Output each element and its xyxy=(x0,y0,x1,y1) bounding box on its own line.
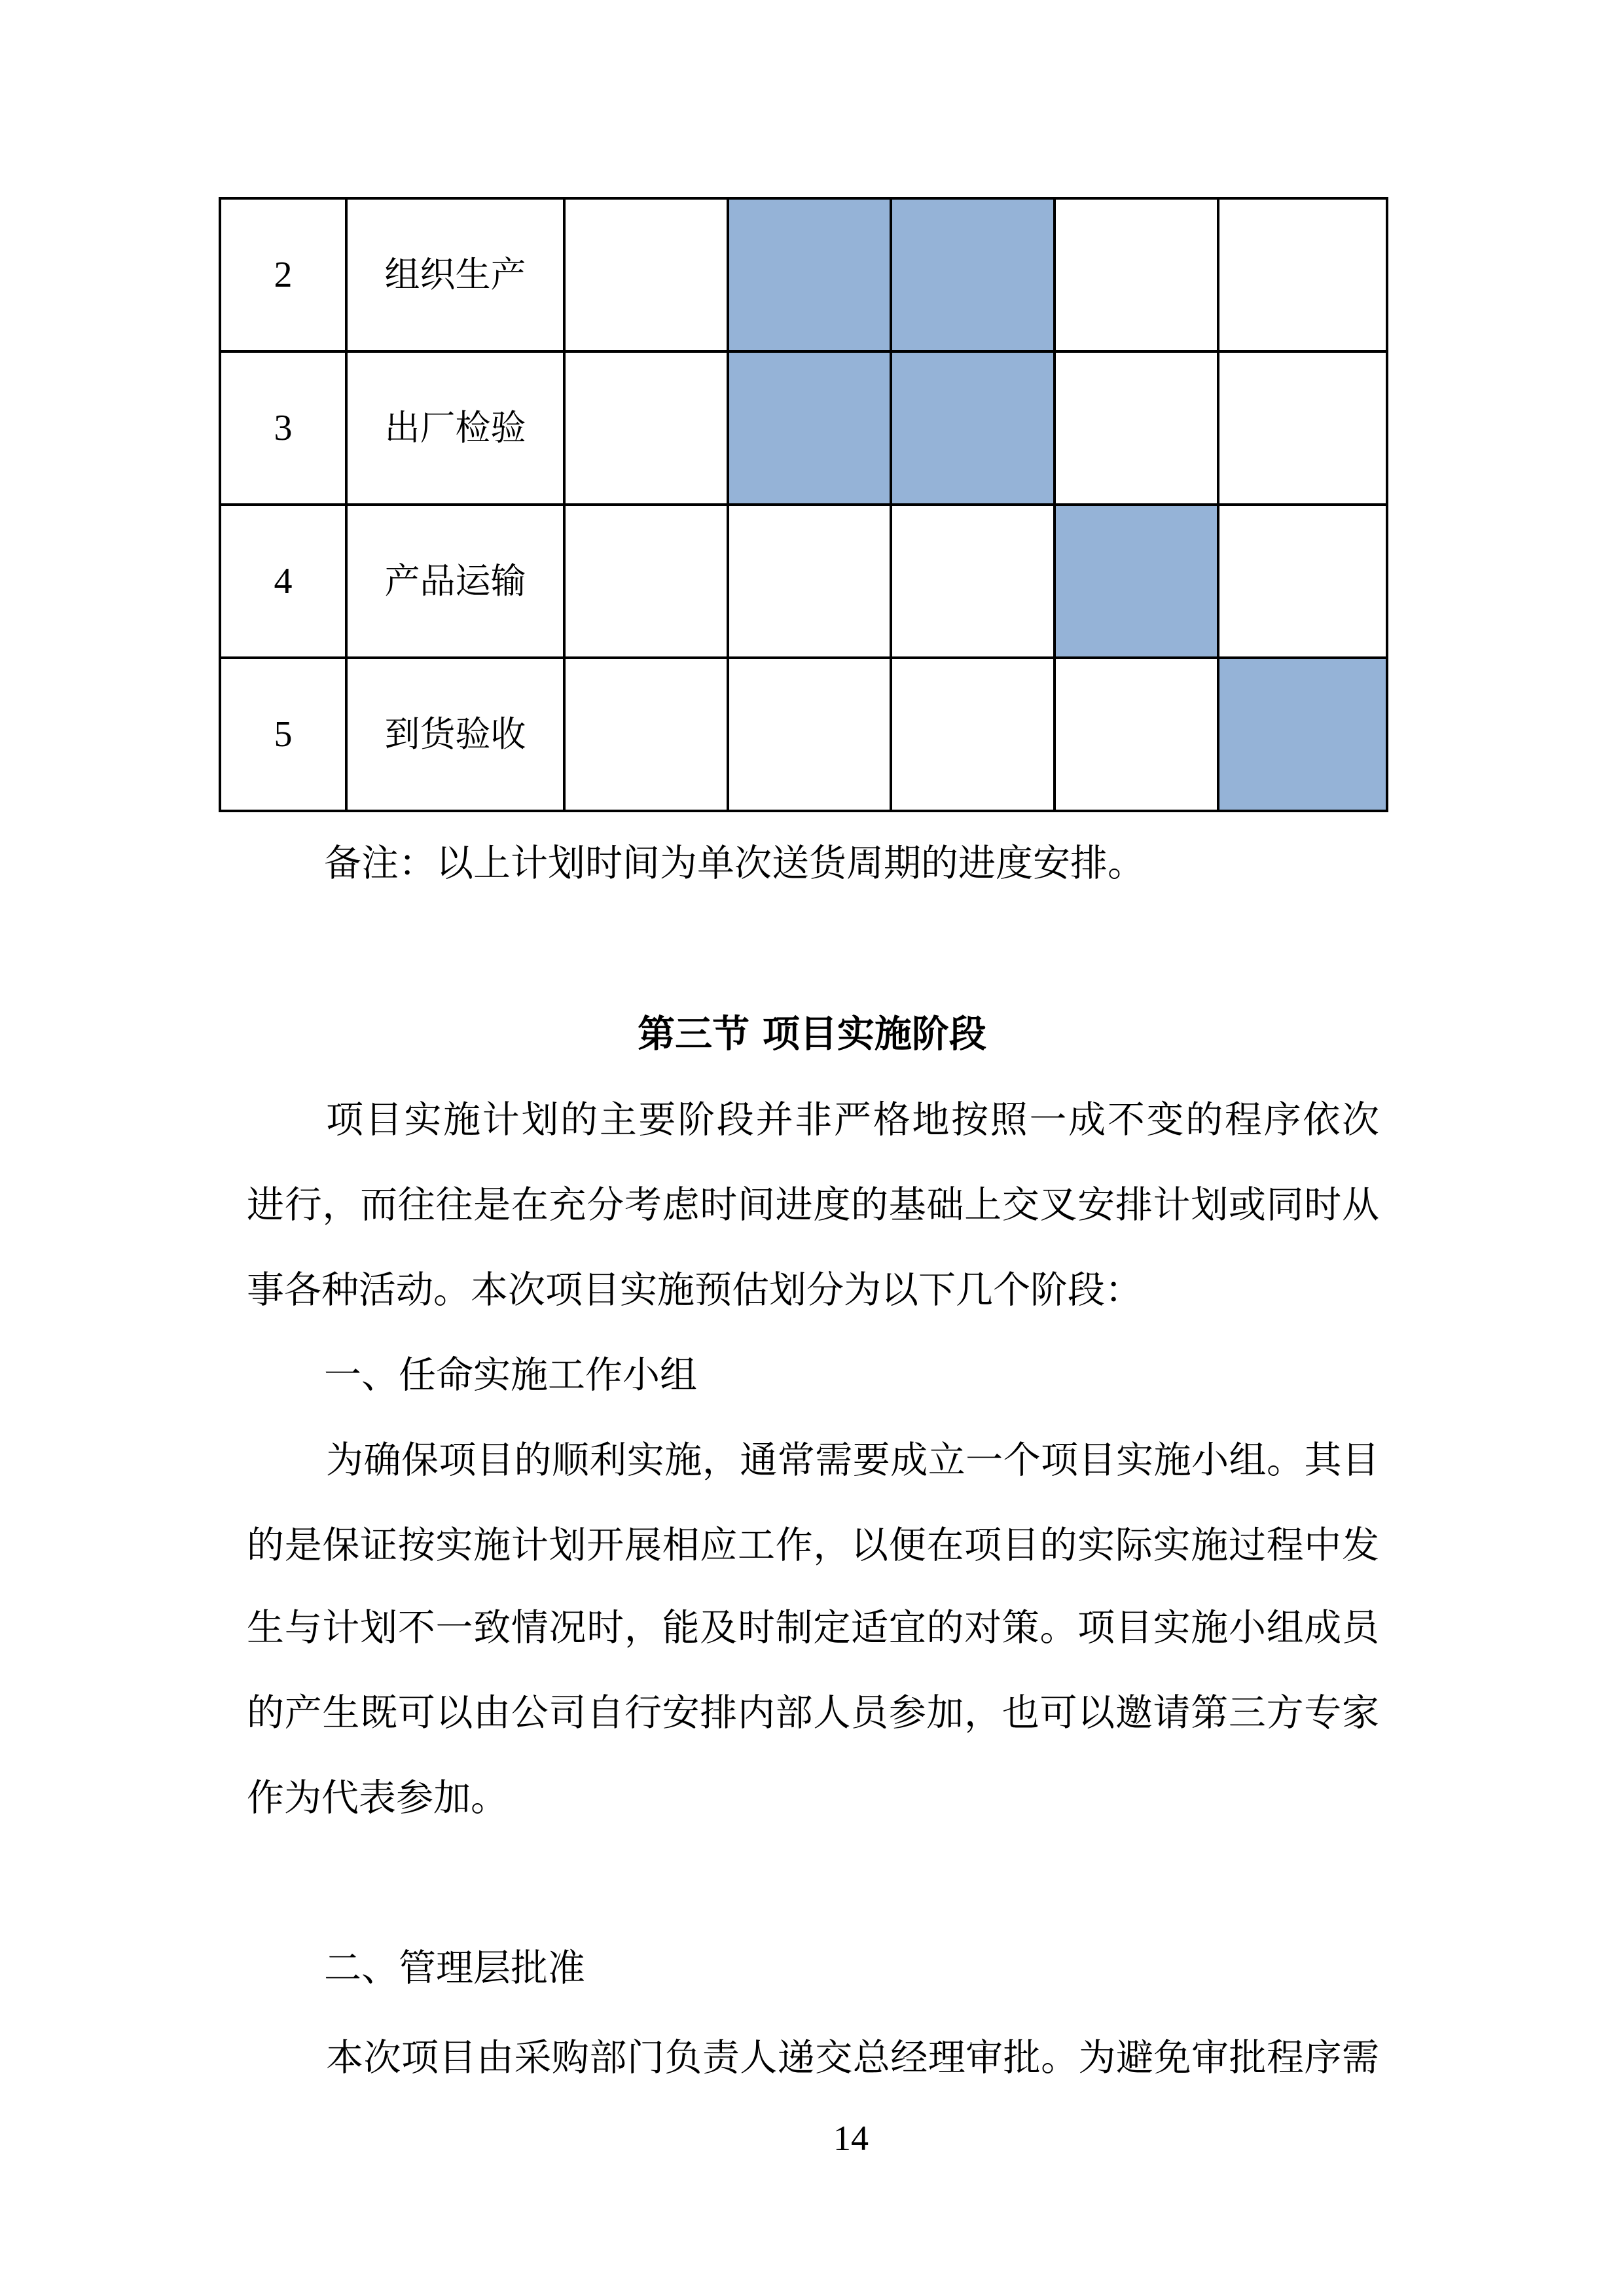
paragraph-line: 作为代表参加。 xyxy=(247,1776,508,1820)
period-cell xyxy=(1055,198,1218,351)
period-cell xyxy=(564,351,728,505)
period-cell xyxy=(891,505,1055,658)
period-cell-scheduled xyxy=(728,351,891,505)
row-number: 2 xyxy=(220,198,346,351)
period-cell xyxy=(1055,658,1218,811)
page-number: 14 xyxy=(833,2119,869,2158)
period-cell xyxy=(891,658,1055,811)
table-row xyxy=(220,198,1387,351)
section-title: 第三节 项目实施阶段 xyxy=(638,1013,986,1056)
row-number: 3 xyxy=(220,351,346,505)
period-cell xyxy=(564,658,728,811)
period-cell xyxy=(564,505,728,658)
period-cell xyxy=(1218,351,1387,505)
period-cell xyxy=(1218,505,1387,658)
paragraph-line: 的是保证按实施计划开展相应工作，以便在项目的实际实施过程中发 xyxy=(247,1524,1379,1567)
paragraph-line: 进行，而往往是在充分考虑时间进度的基础上交叉安排计划或同时从 xyxy=(247,1183,1379,1227)
period-cell xyxy=(564,198,728,351)
period-cell-scheduled xyxy=(891,198,1055,351)
paragraph-line: 项目实施计划的主要阶段并非严格地按照一成不变的程序依次 xyxy=(326,1098,1379,1141)
table-note: 备注：以上计划时间为单次送货周期的进度安排。 xyxy=(324,842,1145,885)
subsection-title: 一、任命实施工作小组 xyxy=(324,1354,697,1397)
period-cell xyxy=(1218,198,1387,351)
paragraph-line: 生与计划不一致情况时，能及时制定适宜的对策。项目实施小组成员 xyxy=(247,1606,1379,1649)
period-cell xyxy=(728,505,891,658)
row-number: 5 xyxy=(220,658,346,811)
paragraph-line: 的产生既可以由公司自行安排内部人员参加，也可以邀请第三方专家 xyxy=(247,1691,1379,1734)
paragraph-line: 本次项目由采购部门负责人递交总经理审批。为避免审批程序需 xyxy=(326,2036,1379,2079)
subsection-title: 二、管理层批准 xyxy=(324,1946,585,1990)
task-name: 到货验收 xyxy=(346,658,564,811)
table-row xyxy=(220,658,1387,811)
schedule-table xyxy=(219,197,1388,812)
period-cell xyxy=(728,658,891,811)
task-name: 产品运输 xyxy=(346,505,564,658)
paragraph-line: 事各种活动。本次项目实施预估划分为以下几个阶段： xyxy=(247,1268,1142,1312)
paragraph-line: 为确保项目的顺利实施，通常需要成立一个项目实施小组。其目 xyxy=(326,1439,1379,1482)
table-row xyxy=(220,351,1387,505)
row-number: 4 xyxy=(220,505,346,658)
period-cell-scheduled xyxy=(1218,658,1387,811)
period-cell-scheduled xyxy=(1055,505,1218,658)
task-name: 组织生产 xyxy=(346,198,564,351)
period-cell xyxy=(1055,351,1218,505)
table-row xyxy=(220,505,1387,658)
period-cell-scheduled xyxy=(891,351,1055,505)
task-name: 出厂检验 xyxy=(346,351,564,505)
period-cell-scheduled xyxy=(728,198,891,351)
